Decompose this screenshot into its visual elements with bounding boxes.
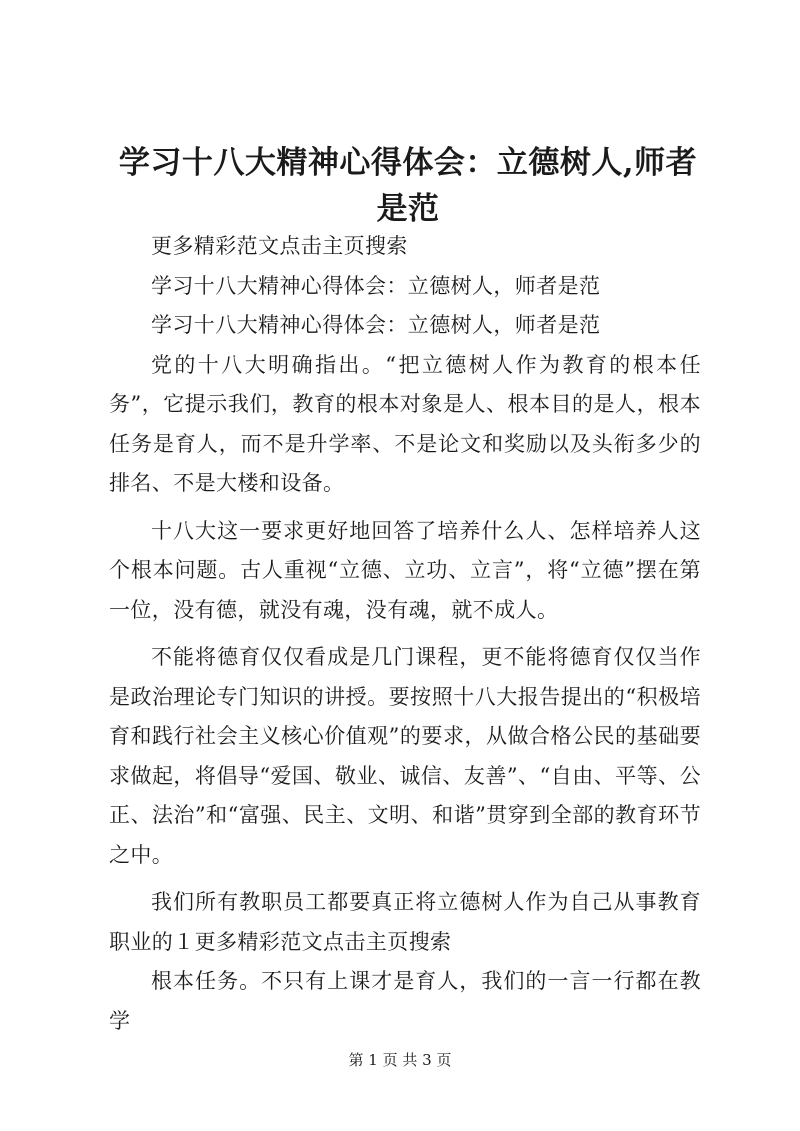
paragraph-body-2: 十八大这一要求更好地回答了培养什么人、怎样培养人这个根本问题。古人重视“立德、立功、立言”，将“立德”摆在第一位，没有德，就没有魂，没有魂，就不成人。 [109,518,701,622]
paragraph-body-3: 不能将德育仅仅看成是几门课程，更不能将德育仅仅当作是政治理论专门知识的讲授。要按照十八大报告提出的“积极培育和践行社会主义核心价值观”的要求，从做合格公民的基础要求做起，将倡导“爱国、敬业、诚信、友善”、“自由、平等、公正、法治”和“富强、民主、文明、和谐”贯穿到全部的教育环节之中。 [109,645,701,867]
document-title: 学习十八大精神心得体会：立德树人,师者是范 [118,145,698,227]
paragraph-subtitle-1: 学习十八大精神心得体会：立德树人，师者是范 [151,273,601,298]
paragraph-body-1: 党的十八大明确指出。“把立德树人作为教育的根本任务”，它提示我们，教育的根本对象是人、根本目的是人，根本任务是育人，而不是升学率、不是论文和奖励以及头衔多少的排名、不是大楼和设备。 [109,352,701,495]
paragraph-body-4: 我们所有教职员工都要真正将立德树人作为自己从事教育职业的１更多精彩范文点击主页搜索 [109,890,701,954]
document-body [109,227,701,1041]
page-indicator: 第 1 页 共 3 页 [348,1051,452,1069]
paragraph-subtitle-2: 学习十八大精神心得体会：立德树人，师者是范 [151,313,601,337]
paragraph-body-5: 根本任务。不只有上课才是育人，我们的一言一行都在教学 [109,969,701,1033]
paragraph-more-link: 更多精彩范文点击主页搜索 [151,234,408,258]
